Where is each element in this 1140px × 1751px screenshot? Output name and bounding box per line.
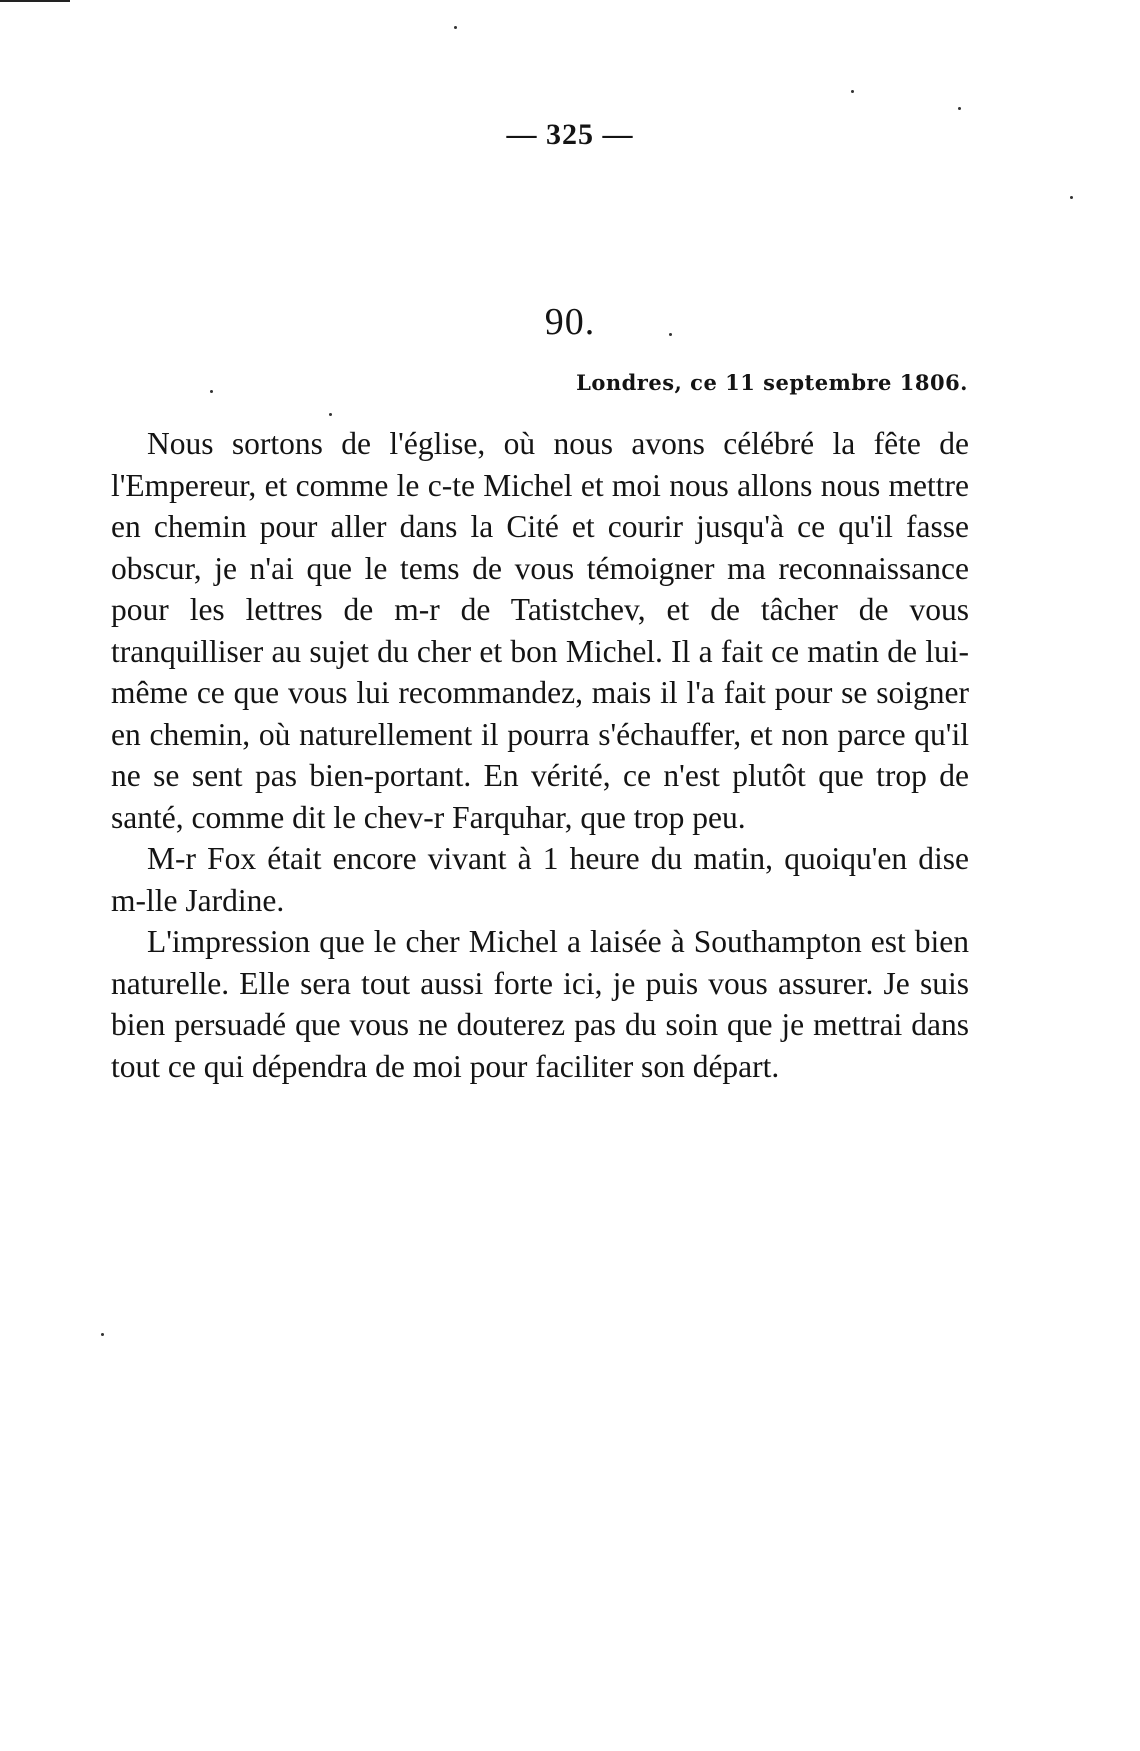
scan-speck	[454, 26, 457, 29]
top-edge-rule	[0, 0, 70, 2]
scan-speck	[958, 107, 961, 110]
scan-speck	[329, 413, 332, 416]
paragraph-3: L'impression que le cher Michel a laisée à Southampton est bien naturelle. Elle sera tout aussi forte ici, je puis vous assurer. Je suis bien persuadé que vous ne douterez pas du soin que je mettrai dans tout ce qui dépendra de moi pour faciliter son départ.	[111, 924, 969, 1084]
paragraph-1: Nous sortons de l'église, où nous avons célébré la fête de l'Empereur, et comme le c-te Michel et moi nous allons nous mettre en chemin pour aller dans la Cité et courir jusqu'à ce qu'il fasse obscur, je n'ai que le tems de vous témoigner ma reconnaissance pour les lettres de m-r de Tatistchev, et de tâcher de vous tranquilliser au sujet du cher et bon Michel. Il a fait ce matin de lui-même ce que vous lui recommandez, mais il l'a fait pour se soigner en chemin, où naturellement il pourra s'échauffer, et non parce qu'il ne se sent pas bien-portant. En vérité, ce n'est plutôt que trop de santé, comme dit le chev-r Farquhar, que trop peu.	[111, 426, 969, 835]
page-number: — 325 —	[506, 118, 634, 151]
letter-number: 90.	[544, 301, 596, 343]
scan-speck	[210, 390, 213, 393]
paragraph-2: M-r Fox était encore vivant à 1 heure du matin, quoiqu'en dise m-lle Jardine.	[111, 841, 969, 918]
dateline: Londres, ce 11 septembre 1806.	[576, 370, 968, 395]
letter-body	[111, 423, 969, 1087]
scan-speck	[851, 90, 854, 93]
scan-speck	[101, 1333, 104, 1336]
scan-speck	[1070, 196, 1073, 199]
scan-speck	[669, 333, 672, 336]
